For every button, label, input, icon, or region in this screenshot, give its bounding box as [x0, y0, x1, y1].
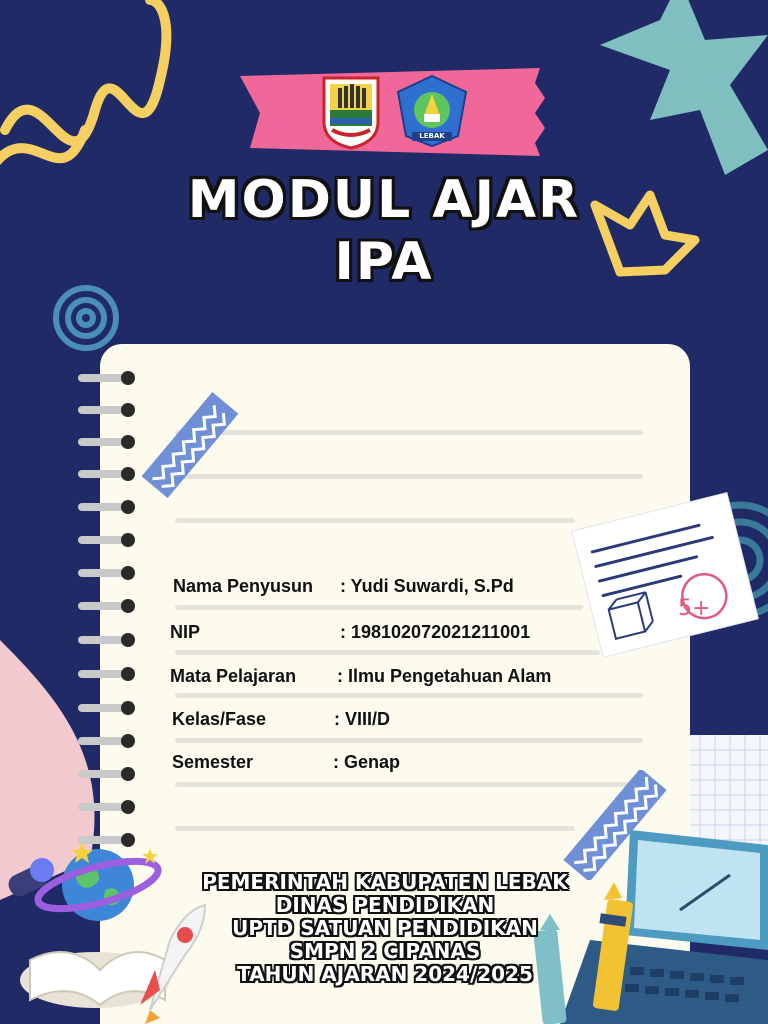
label-nama-penyusun: Nama Penyusun [173, 576, 314, 596]
spiral-ring [76, 766, 138, 782]
ruled-line [175, 605, 583, 610]
ruled-line [175, 693, 643, 698]
score-badge: 5+ [678, 596, 711, 621]
title-line-2: IPA [334, 232, 434, 292]
ruled-line [175, 430, 643, 435]
laptop-icon [560, 830, 768, 1024]
footer-line-2: DINAS PENDIDIKAN [275, 893, 495, 917]
spiral-ring [76, 466, 138, 482]
spiral-ring [76, 799, 138, 815]
ruled-line [175, 518, 575, 523]
footer-line-5: TAHUN AJARAN 2024/2025 [237, 962, 533, 986]
value-semester: : Genap [333, 752, 401, 772]
spiral-ring [76, 733, 138, 749]
spiral-ring [76, 632, 138, 648]
spiral-ring [76, 499, 138, 515]
footer-line-4: SMPN 2 CIPANAS [289, 939, 481, 963]
spiral-ring [76, 532, 138, 548]
yellow-squiggle-decor [5, 0, 166, 141]
value-nama-penyusun: : Yudi Suwardi, S.Pd [340, 576, 514, 596]
label-kelas-fase: Kelas/Fase [172, 709, 267, 729]
spiral-ring [76, 666, 138, 682]
school-logo [394, 74, 470, 148]
ruled-line [175, 738, 643, 743]
spiral-ring [76, 370, 138, 386]
washi-tape-top [140, 390, 240, 500]
value-kelas-fase: : VIII/D [334, 709, 391, 729]
star-decor [600, 0, 768, 175]
ruled-line [175, 826, 575, 831]
regency-logo [320, 74, 382, 150]
label-nip: NIP [170, 622, 201, 642]
spiral-ring [76, 402, 138, 418]
title-line-1: MODUL AJAR [187, 170, 581, 230]
value-nip: : 198102072021211001 [340, 622, 531, 642]
test-paper-sticker [570, 490, 760, 660]
school-logo-caption: LEBAK [419, 132, 445, 140]
spiral-ring [76, 434, 138, 450]
spiral-ring [76, 598, 138, 614]
ruled-line [175, 650, 600, 655]
footer-line-1: PEMERINTAH KABUPATEN LEBAK [202, 870, 568, 894]
ruled-line [175, 474, 643, 479]
science-illustration [0, 830, 220, 1024]
label-mata-pelajaran: Mata Pelajaran [170, 666, 297, 686]
spiral-ring [76, 565, 138, 581]
spiral-decor [56, 288, 116, 348]
label-semester: Semester [172, 752, 254, 772]
value-mata-pelajaran: : Ilmu Pengetahuan Alam [337, 666, 552, 686]
footer-line-3: UPTD SATUAN PENDIDIKAN [232, 916, 538, 940]
spiral-ring [76, 700, 138, 716]
